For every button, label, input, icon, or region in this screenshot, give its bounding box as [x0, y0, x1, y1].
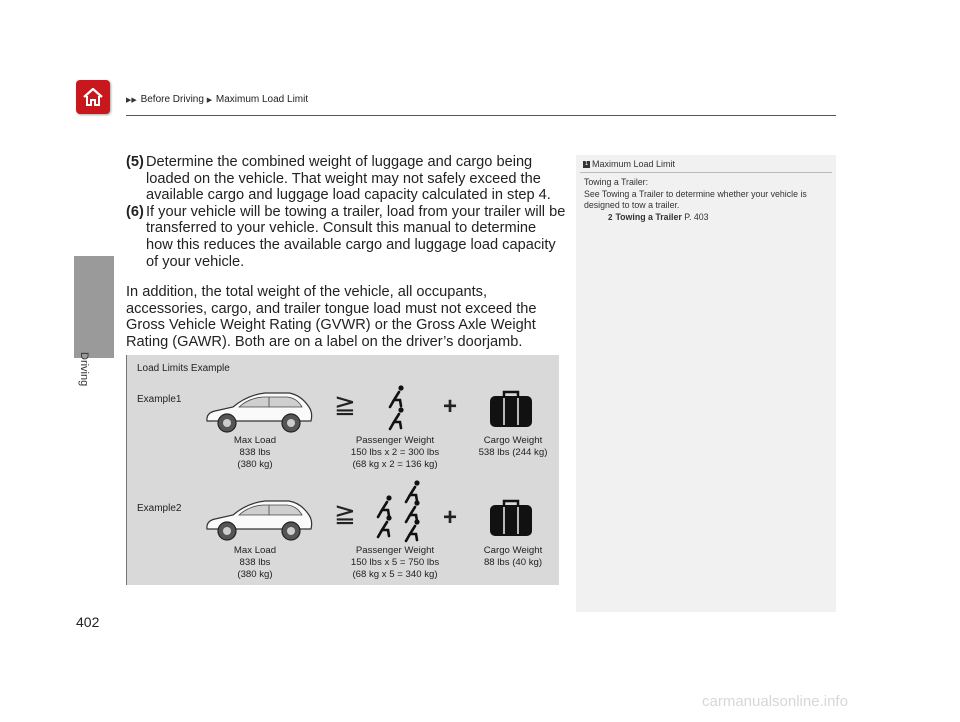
reference-link[interactable]: Towing a Trailer [615, 211, 682, 222]
note-body [584, 177, 829, 223]
breadcrumb-arrow-icon: ▶▶ [126, 97, 137, 104]
page-number: 402 [76, 614, 100, 630]
home-icon[interactable] [76, 80, 110, 114]
cargo-weight-caption: Cargo Weight 88 lbs (40 kg) [483, 545, 543, 568]
header-divider [126, 115, 836, 116]
body-paragraph: In addition, the total weight of the vehicle, all occupants, accessories, cargo, and trailer tongue load must not exceed the Gross Vehicle Weight Rating (GVWR) or the Gross Axle Weight Rating (GAWR). Both are on a label on the driver’s doorjamb. [126, 284, 537, 350]
note-marker-icon: 1 [584, 161, 589, 168]
suv-car-icon [203, 493, 315, 543]
note-panel [576, 155, 836, 612]
note-title [583, 159, 675, 169]
breadcrumb-arrow-icon: ▶ [206, 97, 213, 104]
note-line: Towing a Trailer: [584, 177, 649, 187]
max-load-caption: Max Load 838 lbs (380 kg) [233, 435, 277, 470]
plus-symbol: + [443, 393, 458, 420]
step-text: If your vehicle will be towing a trailer, load from your trailer will be transferred to your vehicle. Consult this manual to determine how this reduces the available cargo and luggage load capacity of your vehicle. [146, 203, 566, 270]
note-line: See Towing a Trailer to determine whether your vehicle is designed to tow a trailer. [584, 188, 807, 210]
breadcrumb-item-maximum-load-limit[interactable]: Maximum Load Limit [215, 94, 309, 105]
example1-label: Example1 [137, 394, 182, 405]
section-side-tab[interactable] [74, 256, 114, 358]
passenger-weight-caption: Passenger Weight 150 lbs x 2 = 300 lbs (68 kg x 2 = 136 kg) [350, 435, 440, 470]
note-divider [580, 172, 832, 173]
example2-label: Example2 [137, 503, 182, 514]
figure-title: Load Limits Example [137, 363, 230, 374]
passenger-icon [375, 515, 395, 539]
greater-equal-symbol: ≧ [334, 499, 356, 529]
section-side-label: Driving [78, 352, 90, 387]
max-load-caption: Max Load 838 lbs (380 kg) [233, 545, 277, 580]
reference-arrow-icon: 2 [608, 212, 613, 222]
luggage-icon [489, 499, 533, 537]
reference-page: P. 403 [684, 211, 709, 222]
passenger-icon [387, 407, 407, 431]
step-number: (5) [126, 154, 144, 170]
plus-symbol: + [443, 504, 458, 531]
load-limits-figure [126, 355, 559, 585]
suv-car-icon [203, 385, 315, 435]
main-content [126, 154, 566, 351]
passenger-weight-caption: Passenger Weight 150 lbs x 5 = 750 lbs (68 kg x 5 = 340 kg) [350, 545, 440, 580]
step-6 [126, 204, 566, 270]
watermark: carmanualsonline.info [702, 693, 848, 710]
step-5 [126, 154, 566, 204]
note-reference[interactable] [608, 212, 829, 224]
luggage-icon [489, 390, 533, 428]
greater-equal-symbol: ≧ [334, 390, 356, 420]
passenger-icon [387, 385, 407, 409]
cargo-weight-caption: Cargo Weight 538 lbs (244 kg) [478, 435, 548, 458]
breadcrumb-item-before-driving[interactable]: Before Driving [140, 94, 204, 105]
passenger-icon [403, 519, 423, 543]
note-title-text: Maximum Load Limit [592, 159, 676, 169]
step-number: (6) [126, 203, 144, 220]
breadcrumb [126, 94, 308, 105]
step-text: Determine the combined weight of luggage and cargo being loaded on the vehicle. That weight may not safely exceed the available cargo and luggage load capacity calculated in step 4. [146, 154, 551, 204]
